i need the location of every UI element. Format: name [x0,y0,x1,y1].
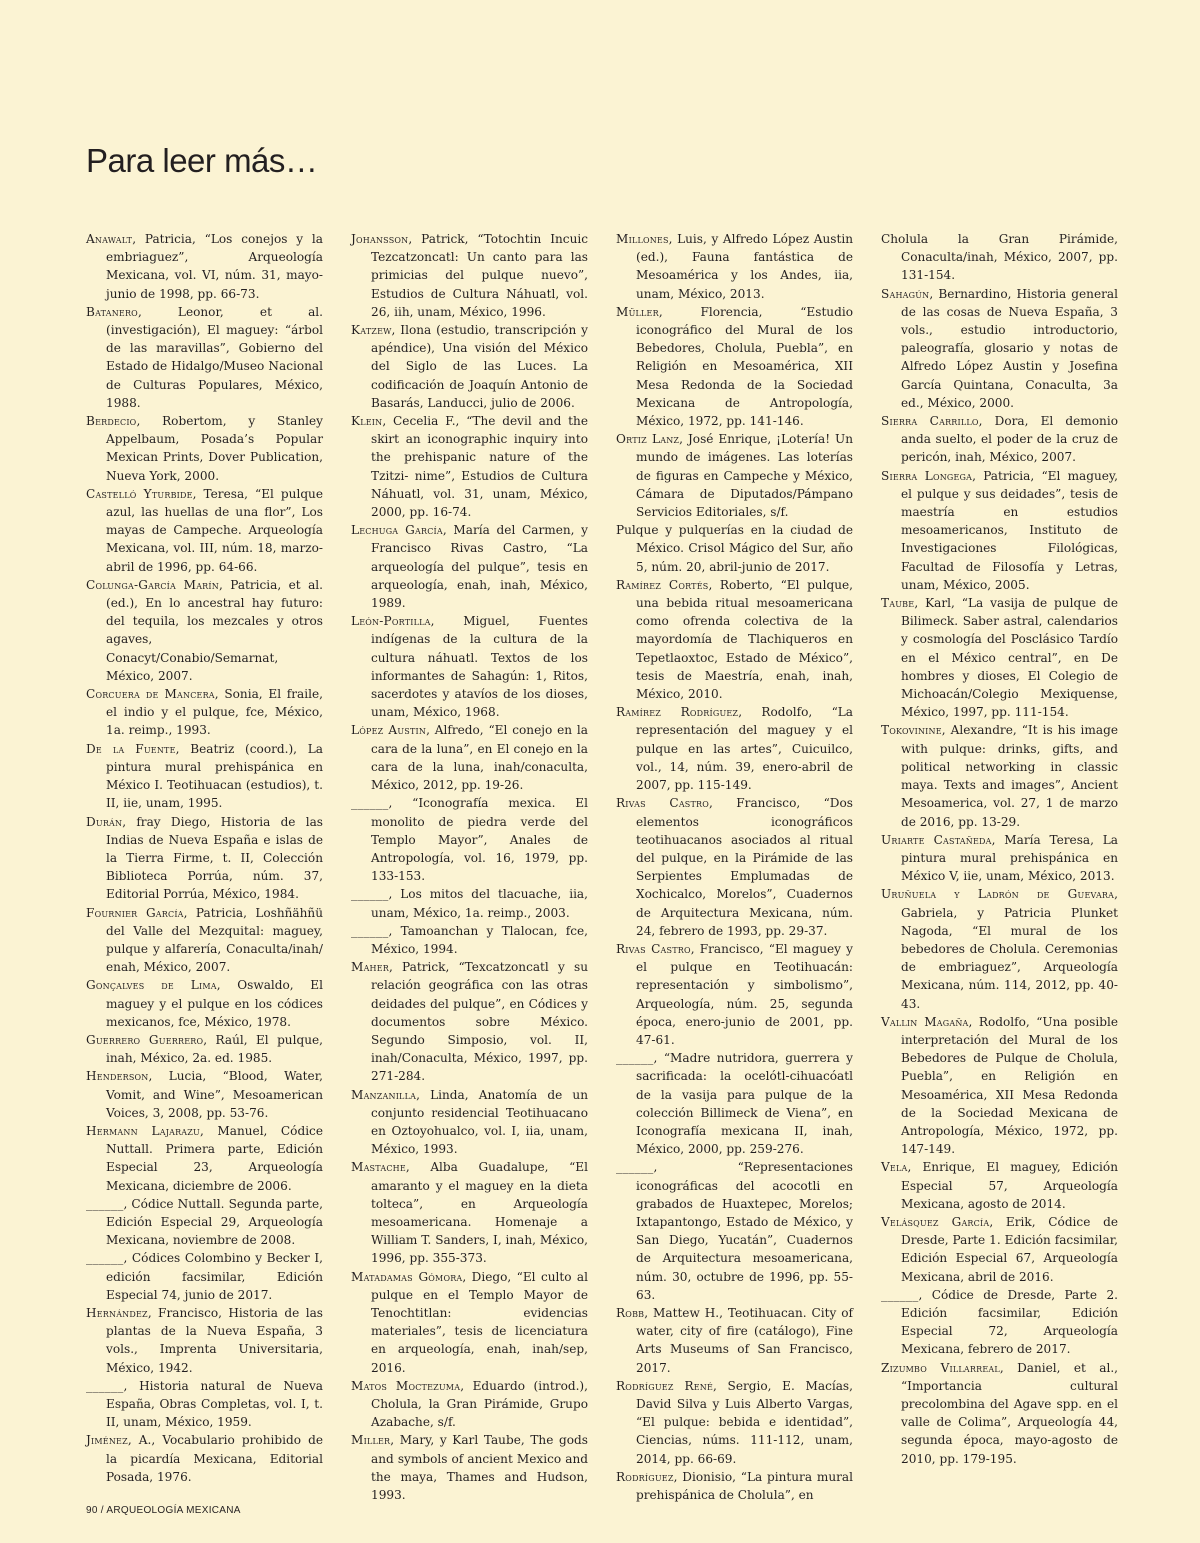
entry-text: , María Teresa, La pintura mural prehispánica en México V, iie, unam, México, 2013. [901,832,1118,884]
bibliography-entry [616,230,853,303]
entry-text: , “Madre nutridora, guerrera y sacrificada: la ocelótl-cihuacóatl de la vasija para pulque de la colección Billimeck de Viena”, en Iconografía mexicana II, inah, México, 2000, pp. 259-276. [636,1051,853,1157]
entry-author: Henderson [86,1069,149,1084]
entry-author: Lechuga García [351,523,443,538]
entry-author: Hermann Lajarazu [86,1123,200,1138]
entry-author: Müller [616,304,659,319]
bibliography-entry [351,1158,588,1267]
bibliography-entry [616,1468,853,1504]
entry-text: , Tamoanchan y Tlalocan, fce, México, 1994. [371,923,588,956]
entry-author: Castelló Yturbide [86,486,193,501]
bibliography-entry [616,430,853,521]
entry-text: , Luis, y Alfredo López Austin (ed.), Fauna fantástica de Mesoamérica y los Andes, iia, unam, México, 2013. [636,232,853,301]
entry-author: Klein [351,414,383,429]
bibliography-entry [881,594,1118,721]
bibliography-entry [86,576,323,685]
bibliography-entry [616,940,853,1049]
entry-text: , Rodolfo, “La representación del maguey y el pulque en las artes”, Cuicuilco, vol., 14, núm. 39, enero-abril de 2007, pp. 115-149. [636,705,853,793]
bibliography-entry [616,1049,853,1158]
bibliography-entry [86,1067,323,1122]
entry-author: ______ [616,1160,654,1175]
entry-author: ______ [351,887,389,902]
bibliography-entry [351,885,588,921]
entry-text: , Códice de Dresde, Parte 2. Edición facsimilar, Edición Especial 72, Arqueología Mexicana, febrero de 2017. [901,1287,1118,1357]
bibliography-entry [86,303,323,412]
entry-text: , Robertom, y Stanley Appelbaum, Posada’s Popular Mexican Prints, Dover Publication, Nueva York, 2000. [106,414,323,483]
entry-author: Vallin Magaña [881,1014,969,1029]
entry-text: , Daniel, et al., “Importancia cultural precolombina del Agave spp. en el valle de Colima”, Arqueología 44, segunda época, mayo-agosto de 2010, pp. 179-195. [901,1360,1119,1466]
bibliography-entry [351,412,588,521]
entry-text: , Gabriela, y Patricia Plunket Nagoda, “El mural de los bebedores de Cholula. Ceremonias de embriaguez”, Arqueología Mexicana, núm. 114, 2012, pp. 40-43. [901,887,1118,1011]
bibliography-entry [616,1377,853,1468]
entry-text: , Alexandre, “It is his image with pulque: drinks, gifts, and political networking in classic maya. Texts and images”, Ancient Mesoamerica, vol. 27, 1 de marzo de 2016, pp. 13-29. [901,723,1118,829]
entry-text: , fray Diego, Historia de las Indias de Nueva España e islas de la Tierra Firme, t. II, Colección Biblioteca Porrúa, núm. 37, Editorial Porrúa, México, 1984. [106,814,323,902]
bibliography-entry [351,958,588,1085]
bibliography-entry [881,1286,1118,1359]
entry-author: Sierra Carrillo [881,414,979,429]
bibliography-entry [351,1377,588,1432]
entry-text: , Diego, “El culto al pulque en el Templo Mayor de Tenochtitlan: evidencias materiales”, tesis de licenciatura en arqueología, enah, inah/sep, 2016. [371,1269,588,1375]
entry-author: León-Portilla [351,614,431,629]
bibliography-entry [86,230,323,303]
entry-author: Millones [616,232,669,246]
entry-author: Mastache [351,1160,406,1175]
bibliography-entry [351,321,588,412]
entry-text: , Bernardino, Historia general de las cosas de Nueva España, 3 vols., estudio introductorio, paleografía, glosario y notas de Alfredo López Austin y Josefina García Quintana, Conaculta, 3a ed., México, 2000. [901,286,1118,410]
entry-author: Robb [616,1305,645,1320]
entry-author: Tokovinine [881,723,942,738]
bibliography-entry [86,904,323,977]
entry-author: Uruñuela y Ladrón de Guevara [881,887,1115,902]
bibliography-entry [881,467,1118,594]
bibliography-entry [616,1158,853,1304]
entry-author: Durán [86,814,123,829]
entry-text: , Dionisio, “La pintura mural prehispánica de Cholula”, en [636,1469,853,1503]
entry-text: , Manuel, Códice Nuttall. Primera parte, Edición Especial 23, Arqueología Mexicana, diciembre de 2006. [106,1123,323,1193]
entry-author: Vela [881,1160,908,1175]
entry-author: ______ [86,1251,124,1266]
entry-author: Rodríguez [616,1469,674,1484]
bibliography-entry [86,485,323,576]
page-footer: 90 / ARQUEOLOGÍA MEXICANA [86,1505,241,1516]
entry-author: Katzew [351,323,392,338]
entry-author: ______ [351,923,389,938]
entry-text: , Códice Nuttall. Segunda parte, Edición Especial 29, Arqueología Mexicana, noviembre de 2008. [106,1196,323,1248]
bibliography-entry [351,521,588,612]
bibliography-entry [881,1158,1118,1213]
bibliography-entry [351,1086,588,1159]
bibliography-entry [351,721,588,794]
entry-author: Colunga-García Marín [86,577,219,592]
bibliography-entry [86,1031,323,1067]
entry-text: , Leonor, et al. (investigación), El maguey: “árbol de las maravillas”, Gobierno del Estado de Hidalgo/Museo Nacional de Culturas Populares, México, 1988. [106,304,323,410]
entry-author: De la Fuente [86,741,176,756]
bibliography-entry [86,1431,323,1486]
entry-text: , Patrick, “Texcatzoncatl y su relación geográfica con las otras deidades del pulque”, en Códices y documentos sobre México. Segundo Simposio, vol. II, inah/Conaculta, México, 1997, pp. 271-284. [371,960,588,1084]
bibliography-entry [616,1304,853,1377]
entry-text: , Raúl, El pulque, inah, México, 2a. ed. 1985. [106,1032,323,1066]
bibliography-entry [86,1304,323,1377]
entry-text: , Linda, Anatomía de un conjunto residencial Teotihuacano en Oztoyohualco, vol. I, iia, unam, México, 1993. [371,1087,588,1157]
entry-author: ______ [881,1287,919,1302]
entry-author: Hernández [86,1305,148,1320]
bibliography-entry [86,1195,323,1250]
entry-text: , Alba Guadalupe, “El amaranto y el maguey en la dieta tolteca”, en Arqueología mesoamericana. Homenaje a William T. Sanders, I, inah, México, 1996, pp. 355-373. [371,1160,588,1266]
entry-author: Zizumbo Villarreal [881,1360,1000,1375]
entry-author: Guerrero Guerrero [86,1032,204,1047]
entry-author: López Austin [351,723,427,738]
entry-text: , Cecelia F., “The devil and the skirt an iconographic inquiry into the prehispanic nature of the Tzitzi- nime”, Estudios de Cultura Náhuatl, vol. 31, unam, México, 2000, pp. 16-74. [371,414,588,520]
entry-text: , Teresa, “El pulque azul, las huellas de una flor”, Los mayas de Campeche. Arqueología Mexicana, vol. III, núm. 18, marzo-abril de 1996, pp. 64-66. [106,486,324,574]
entry-text: , Sonia, El fraile, el indio y el pulque, fce, México, 1a. reimp., 1993. [106,687,323,738]
entry-text: , Patricia, “Los conejos y la embriaguez”, Arqueología Mexicana, vol. VI, núm. 31, mayo-junio de 1998, pp. 66-73. [106,232,323,301]
bibliography-entry [86,412,323,485]
entry-author: Taube [881,596,915,611]
entry-author: Manzanilla [351,1087,417,1102]
entry-author: Miller [351,1433,391,1448]
entry-text: , Francisco, “Dos elementos iconográficos teotihuacanos asociados al ritual del pulque, en la Pirámide de las Serpientes Emplumadas de Xochicalco, Morelos”, Cuadernos de Arquitectura Mexicana, núm. 24, febrero de 1993, pp. 29-37. [636,796,853,938]
bibliography-entry [86,740,323,813]
bibliography-entry [881,831,1118,886]
bibliography-entry [881,885,1118,1012]
entry-author: Sierra Longega [881,468,973,483]
bibliography-entry [351,612,588,721]
bibliography-entry [616,576,853,703]
bibliography-entry [351,794,588,885]
entry-author: Velásquez García [881,1214,990,1229]
entry-text: , Florencia, “Estudio iconográfico del Mural de los Bebedores, Cholula, Puebla”, en Religión en Mesoamérica, XII Mesa Redonda de la Sociedad Mexicana de Antropología, México, 1972, pp. 141-146. [636,304,853,429]
bibliography-column-1 [86,230,324,1484]
bibliography-entry [351,922,588,958]
entry-author: Uriarte Castañeda [881,832,992,847]
entry-author: Ramírez Cortés [616,577,709,592]
entry-author: Corcuera de Mancera [86,687,215,702]
entry-author: Gonçalves de Lima [86,978,217,993]
entry-author: ______ [86,1378,124,1393]
entry-text: , Historia natural de Nueva España, Obras Completas, vol. I, t. II, unam, México, 1959. [106,1378,323,1430]
entry-text: , Patricia, “El maguey, el pulque y sus deidades”, tesis de maestría en estudios mesoamericanos, Instituto de Investigaciones Filológicas, Facultad de Filosofía y Letras, unam, México, 2005. [901,468,1119,592]
bibliography-entry [616,703,853,794]
entry-author: Johansson [351,232,409,246]
entry-text: , Patrick, “Totochtin Incuic Tezcatzoncatl: Un canto para las primicias del pulque nuevo”, Estudios de Cultura Náhuatl, vol. 26, iih, unam, México, 1996. [371,232,588,319]
entry-text: , José Enrique, ¡Lotería! Un mundo de imágenes. Las loterías de figuras en Campeche y México, Cámara de Diputados/Pámpano Servicios Editoriales, s/f. [636,432,853,520]
entry-author: Ortiz Lanz [616,432,680,447]
bibliography-entry [881,1213,1118,1286]
entry-author: Maher [351,960,390,975]
bibliography-entry [86,813,323,904]
entry-author: Fournier García [86,905,184,920]
entry-text: , Francisco, Historia de las plantas de la Nueva España, 3 vols., Imprenta Universitaria, México, 1942. [106,1305,323,1375]
bibliography-entry [881,412,1118,467]
bibliography-entry [86,1122,323,1195]
bibliography-column-2 [351,230,589,1503]
bibliography-entry [881,1013,1118,1159]
entry-text: , María del Carmen, y Francisco Rivas Castro, “La arqueología del pulque”, tesis en arqueología, enah, inah, México, 1989. [371,523,589,611]
entry-text: , Patricia, Loshñähñü del Valle del Mezquital: maguey, pulque y alfarería, Conaculta/inah/ enah, México, 2007. [106,905,324,975]
entry-text: , A., Vocabulario prohibido de la picardía Mexicana, Editorial Posada, 1976. [106,1433,323,1484]
entry-author: Batanero [86,304,138,319]
entry-text: Pulque y pulquerías en la ciudad de México. Crisol Mágico del Sur, año 5, núm. 20, abril-junio de 2017. [616,523,853,574]
entry-text: , Enrique, El maguey, Edición Especial 57, Arqueología Mexicana, agosto de 2014. [901,1160,1118,1211]
entry-author: Rivas Castro [616,796,710,811]
entry-text: , Lucia, “Blood, Water, Vomit, and Wine”, Mesoamerican Voices, 3, 2008, pp. 53-76. [106,1069,323,1120]
entry-author: Matadamas Gómora [351,1269,463,1284]
entry-text: , Karl, “La vasija de pulque de Bilimeck. Saber astral, calendarios y cosmología del Posclásico Tardío en el México central”, en De hombres y dioses, El Colegio de Michoacán/Colegio Mexiquense, México, 1997, pp. 111-154. [901,596,1118,720]
entry-text: , Miguel, Fuentes indígenas de la cultura de la cultura náhuatl. Textos de los informantes de Sahagún: 1, Ritos, sacerdotes y atavíos de los dioses, unam, México, 1968. [371,614,588,720]
bibliography-entry [86,1377,323,1432]
bibliography-entry [351,230,588,321]
bibliography-column-4 [881,230,1118,1465]
bibliography-entry [351,1268,588,1377]
entry-author: Rivas Castro [616,941,691,956]
entry-text: , Ilona (estudio, transcripción y apéndice), Una visión del México del Siglo de las Luces. La codificación de Joaquín Antonio de Basarás, Landucci, julio de 2006. [371,323,588,410]
entry-author: Jiménez [86,1433,128,1448]
entry-author: ______ [86,1196,124,1211]
entry-text: , Rodolfo, “Una posible interpretación del Mural de los Bebedores de Pulque de Cholula, Puebla”, en Religión en Mesoamérica, XII Mesa Redonda de la Sociedad Mexicana de Antropología, México, 1972, pp. 147-149. [901,1014,1118,1157]
entry-author: ______ [351,796,389,811]
entry-author: Berdecio [86,414,137,429]
bibliography-entry [881,285,1118,412]
bibliography-entry [86,685,323,740]
bibliography-entry [881,721,1118,830]
entry-text: , Sergio, E. Macías, David Silva y Luis Alberto Vargas, “El pulque: bebida e identidad”, Ciencias, núms. 111-112, unam, 2014, pp. 66-69. [636,1378,853,1466]
bibliography-entry [616,794,853,940]
page-title: Para leer más… [86,142,318,179]
entry-author: ______ [616,1051,654,1066]
entry-author: Anawalt [86,232,133,246]
entry-text: , “Iconografía mexica. El monolito de piedra verde del Templo Mayor”, Anales de Antropología, vol. 16, 1979, pp. 133-153. [371,796,588,884]
entry-text: , Códices Colombino y Becker I, edición facsimilar, Edición Especial 74, junio de 2017. [106,1251,323,1302]
bibliography-entry [881,230,1118,285]
entry-text: , Francisco, “El maguey y el pulque en Teotihuacán: representación y simbolismo”, Arqueología, núm. 25, segunda época, enero-junio de 2001, pp. 47-61. [636,941,853,1047]
entry-author: Rodríguez René [616,1378,714,1393]
entry-author: Matos Moctezuma [351,1378,461,1393]
entry-text: , “Representaciones iconográficas del acocotli en grabados de Huaxtepec, Morelos; Ixtapantongo, Estado de México, y San Diego, Yucatán”, Cuadernos de Arquitectura mesoamericana, núm. 30, octubre de 1996, pp. 55-63. [636,1160,853,1302]
entry-text: , Mary, y Karl Taube, The gods and symbols of ancient Mexico and the maya, Thames and Hudson, 1993. [371,1433,588,1503]
entry-text: , Dora, El demonio anda suelto, el poder de la cruz de pericón, inah, México, 2007. [901,414,1118,465]
bibliography-entry [616,303,853,430]
entry-text: , Eduardo (introd.), Cholula, la Gran Pirámide, Grupo Azabache, s/f. [371,1378,588,1430]
entry-text: Cholula la Gran Pirámide, Conaculta/inah, México, 2007, pp. 131-154. [881,232,1118,283]
entry-author: Ramírez Rodríguez [616,705,739,720]
bibliography-entry [86,976,323,1031]
entry-text: , Patricia, et al. (ed.), En lo ancestral hay futuro: del tequila, los mezcales y otros agaves, Conacyt/Conabio/Semarnat, México, 2007. [106,577,323,683]
bibliography-entry [616,521,853,576]
entry-text: , Mattew H., Teotihuacan. City of water, city of fire (catálogo), Fine Arts Museums of San Francisco, 2017. [636,1305,853,1375]
bibliography-column-3 [616,230,853,1503]
bibliography-columns [86,230,1119,1503]
bibliography-entry [881,1359,1118,1468]
entry-text: , Erik, Códice de Dresde, Parte 1. Edición facsimilar, Edición Especial 67, Arqueología Mexicana, abril de 2016. [901,1214,1118,1284]
entry-text: , Oswaldo, El maguey y el pulque en los códices mexicanos, fce, México, 1978. [106,978,323,1029]
entry-text: , Alfredo, “El conejo en la cara de la luna”, en El conejo en la cara de la luna, inah/conaculta, México, 2012, pp. 19-26. [371,723,588,793]
entry-text: , Beatriz (coord.), La pintura mural prehispánica en México I. Teotihuacan (estudios), t. II, iie, unam, 1995. [106,741,323,811]
bibliography-entry [86,1249,323,1304]
entry-text: , Roberto, “El pulque, una bebida ritual mesoamericana como ofrenda colectiva de la mayordomía de Tlachiqueros en Tepetlaoxtoc, Estado de México”, tesis de Maestría, enah, inah, México, 2010. [636,577,853,702]
entry-author: Sahagún [881,286,930,301]
entry-text: , Los mitos del tlacuache, iia, unam, México, 1a. reimp., 2003. [371,887,588,920]
bibliography-entry [351,1431,588,1504]
